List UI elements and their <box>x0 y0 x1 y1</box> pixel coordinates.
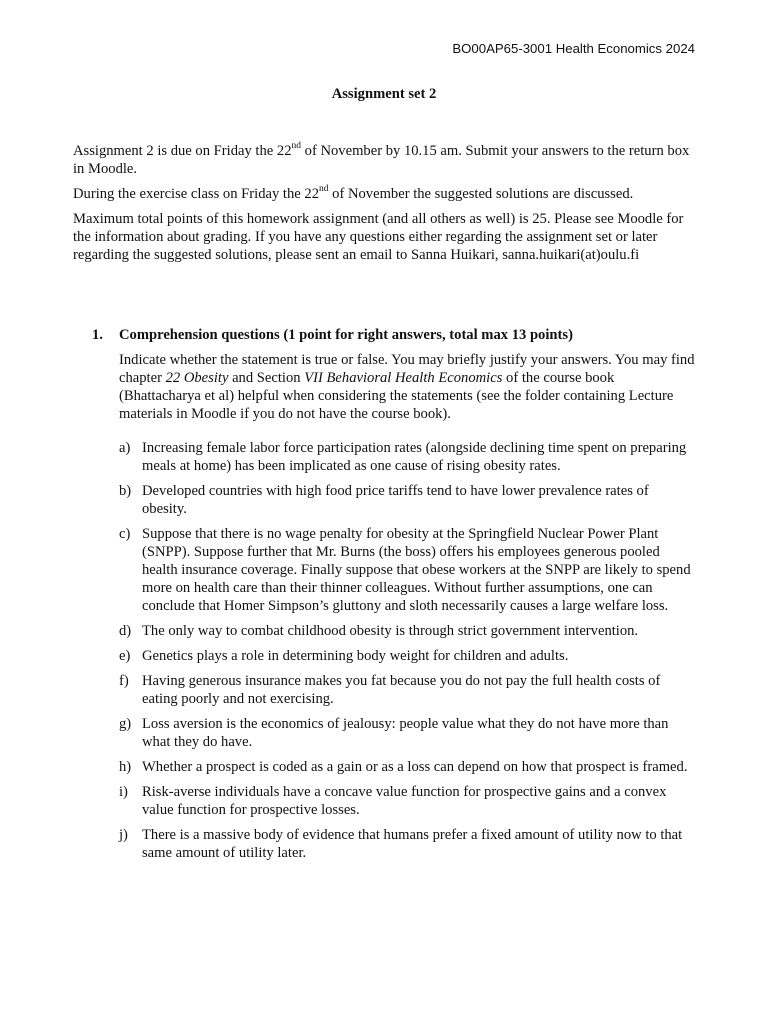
statement-list <box>119 439 696 862</box>
statement-item <box>119 647 696 665</box>
intro-paragraph-grading: Maximum total points of this homework assignment (and all others as well) is 25. Please see Moodle for the information about grading. If you have any questions either regarding the assignment set or later regarding the suggested solutions, please sent an email to Sanna Huikari, sanna.huikari(at)oulu.fi <box>73 211 684 263</box>
statement-text: Developed countries with high food price tariffs tend to have lower prevalence rates of obesity. <box>142 483 649 517</box>
statement-item <box>119 482 696 518</box>
ordinal-superscript: nd <box>291 141 301 152</box>
intro-paragraph-exercise-class: During the exercise class on Friday the 22nd of November the suggested solutions are discussed. <box>73 184 634 202</box>
statement-letter: a) <box>119 440 131 456</box>
intro-paragraph-due-date: Assignment 2 is due on Friday the 22nd of November by 10.15 am. Submit your answers to the return box in Moodle. <box>73 141 690 177</box>
statement-text: Risk-averse individuals have a concave value function for prospective gains and a convex value function for prospective losses. <box>142 784 667 818</box>
question-instructions: Indicate whether the statement is true or false. You may briefly justify your answers. You may find chapter 22 Obesity and Section VII Behavioral Health Economics of the course book (Bhattacharya et al) helpful when considering the statements (see the folder containing Lecture materials in Moodle if you do not have the course book). <box>119 352 695 422</box>
statement-item <box>119 715 696 751</box>
document-title: Assignment set 2 <box>331 86 437 102</box>
question-number: 1. <box>92 327 103 343</box>
statement-letter: b) <box>119 483 132 499</box>
statement-letter: d) <box>119 623 132 639</box>
statement-item <box>119 439 696 475</box>
statement-text: Increasing female labor force participation rates (alongside declining time spent on preparing meals at home) has been implicated as one cause of rising obesity rates. <box>142 440 687 474</box>
statement-text: The only way to combat childhood obesity is through strict government intervention. <box>142 623 639 639</box>
statement-text: Whether a prospect is coded as a gain or as a loss can depend on how that prospect is framed. <box>142 759 688 775</box>
question-heading <box>92 326 704 344</box>
statement-text: Suppose that there is no wage penalty for obesity at the Springfield Nuclear Power Plant (SNPP). Suppose further that Mr. Burns (the boss) offers his employees generous pooled health insurance coverage. Finally suppose that obese workers at the SNPP are likely to spend more on health care than their thinner colleagues. Without further assumptions, one can conclude that Homer Simpson’s gluttony and sloth necessarily causes a large welfare loss. <box>142 526 691 614</box>
question-1 <box>92 326 704 869</box>
statement-text: Having generous insurance makes you fat because you do not pay the full health costs of eating poorly and not exercising. <box>142 673 661 707</box>
statement-item <box>119 672 696 708</box>
section-reference: VII Behavioral Health Economics <box>304 370 503 386</box>
question-title: Comprehension questions (1 point for right answers, total max 13 points) <box>119 327 573 343</box>
ordinal-superscript: nd <box>319 184 329 195</box>
statement-letter: i) <box>119 784 128 800</box>
statement-text: Loss aversion is the economics of jealousy: people value what they do not have more than what they do have. <box>142 716 669 750</box>
statement-item <box>119 622 696 640</box>
statement-item <box>119 525 696 615</box>
statement-letter: g) <box>119 716 132 732</box>
statement-item <box>119 826 696 862</box>
statement-letter: h) <box>119 759 132 775</box>
chapter-reference: 22 Obesity <box>165 370 229 386</box>
intro-section <box>73 142 703 271</box>
statement-item <box>119 758 696 776</box>
statement-letter: e) <box>119 648 131 664</box>
statement-text: There is a massive body of evidence that humans prefer a fixed amount of utility now to that same amount of utility later. <box>142 827 683 861</box>
statement-letter: c) <box>119 526 131 542</box>
statement-text: Genetics plays a role in determining body weight for children and adults. <box>142 648 569 664</box>
course-header: BO00AP65-3001 Health Economics 2024 <box>452 41 695 56</box>
statement-letter: j) <box>119 827 128 843</box>
statement-item <box>119 783 696 819</box>
statement-letter: f) <box>119 673 129 689</box>
